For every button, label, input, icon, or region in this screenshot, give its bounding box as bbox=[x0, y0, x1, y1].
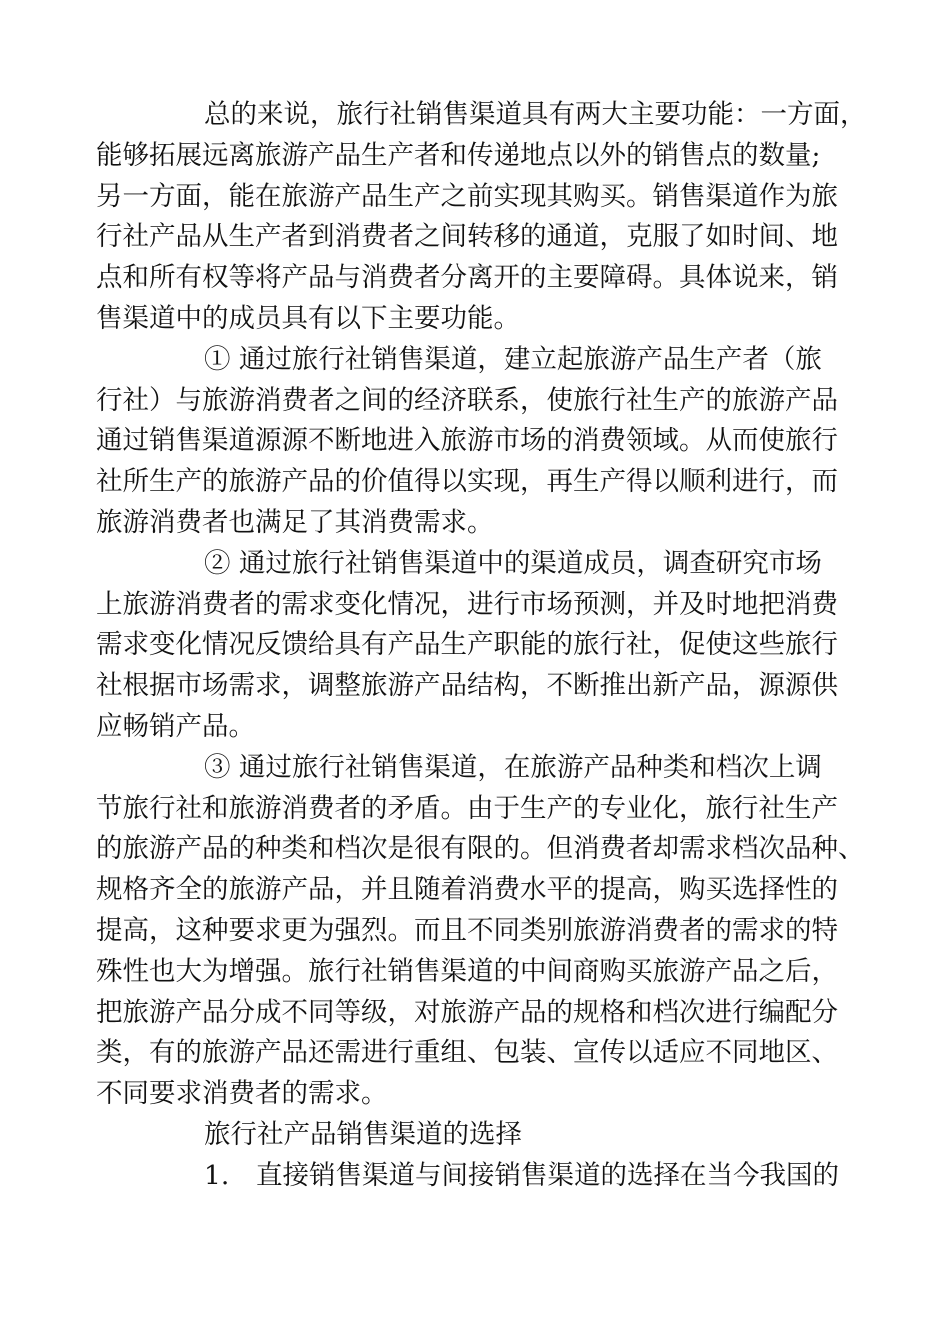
text-line: 行社）与旅游消费者之间的经济联系，使旅行社生产的旅游产品 bbox=[96, 384, 838, 416]
text-line: 社所生产的旅游产品的价值得以实现，再生产得以顺利进行，而 bbox=[96, 466, 838, 498]
paragraph-intro bbox=[96, 95, 867, 340]
paragraph-function-3 bbox=[96, 748, 865, 1115]
text-line: 节旅行社和旅游消费者的矛盾。由于生产的专业化，旅行社生产 bbox=[96, 792, 838, 824]
text-line: 点和所有权等将产品与消费者分离开的主要障碍。具体说来，销 bbox=[96, 262, 838, 294]
text-line: 行社产品从生产者到消费者之间转移的通道，克服了如时间、地 bbox=[96, 221, 838, 253]
text-line: 不同要求消费者的需求。 bbox=[96, 1078, 388, 1110]
text-line: 售渠道中的成员具有以下主要功能。 bbox=[96, 302, 520, 334]
text-line: ② 通过旅行社销售渠道中的渠道成员，调查研究市场 bbox=[204, 547, 822, 579]
text-line: 规格齐全的旅游产品，并且随着消费水平的提高，购买选择性的 bbox=[96, 874, 838, 906]
text-line: 能够拓展远离旅游产品生产者和传递地点以外的销售点的数量; bbox=[96, 139, 821, 171]
text-line: 提高，这种要求更为强烈。而且不同类别旅游消费者的需求的特 bbox=[96, 914, 838, 946]
text-line: 把旅游产品分成不同等级，对旅游产品的规格和档次进行编配分 bbox=[96, 996, 838, 1028]
text-line: 上旅游消费者的需求变化情况，进行市场预测，并及时地把消费 bbox=[96, 588, 838, 620]
text-line: 需求变化情况反馈给具有产品生产职能的旅行社，促使这些旅行 bbox=[96, 629, 838, 661]
text-line: 另一方面，能在旅游产品生产之前实现其购买。销售渠道作为旅 bbox=[96, 180, 838, 212]
numbered-item bbox=[96, 1156, 858, 1197]
section-heading: 旅行社产品销售渠道的选择 bbox=[204, 1118, 522, 1150]
text-line: ① 通过旅行社销售渠道，建立起旅游产品生产者（旅 bbox=[204, 343, 822, 375]
text-line: 的旅游产品的种类和档次是很有限的。但消费者却需求档次品种、 bbox=[96, 833, 865, 865]
text-line: 类，有的旅游产品还需进行重组、包装、宣传以适应不同地区、 bbox=[96, 1037, 838, 1069]
text-line: 总的来说，旅行社销售渠道具有两大主要功能：一方面， bbox=[204, 99, 867, 130]
item-number: 1. bbox=[204, 1159, 230, 1191]
item-text: 直接销售渠道与间接销售渠道的选择在当今我国的 bbox=[256, 1159, 839, 1191]
paragraph-function-2 bbox=[96, 544, 858, 748]
text-line: 社根据市场需求，调整旅游产品结构，不断推出新产品，源源供 bbox=[96, 670, 838, 702]
text-line: 通过销售渠道源源不断地进入旅游市场的消费领域。从而使旅行 bbox=[96, 425, 838, 457]
text-line: 旅游消费者也满足了其消费需求。 bbox=[96, 506, 494, 538]
text-line: ③ 通过旅行社销售渠道，在旅游产品种类和档次上调 bbox=[204, 751, 822, 783]
paragraph-function-1 bbox=[96, 340, 858, 544]
document-page bbox=[96, 95, 867, 1197]
text-line: 殊性也大为增强。旅行社销售渠道的中间商购买旅游产品之后， bbox=[96, 955, 838, 987]
text-line: 应畅销产品。 bbox=[96, 710, 255, 742]
